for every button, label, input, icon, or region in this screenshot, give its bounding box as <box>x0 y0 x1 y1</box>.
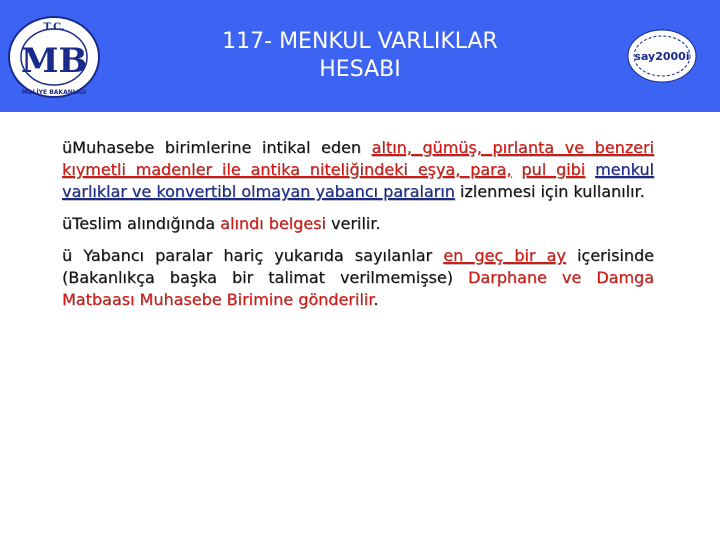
p1-space-1 <box>512 160 522 179</box>
logo-top-text: T.C. <box>43 22 65 33</box>
p1-text-b: izlenmesi için kullanılır. <box>454 182 645 201</box>
check-bullet-icon: ü <box>62 246 73 265</box>
ministry-logo-icon <box>6 10 102 100</box>
title-line-2: HESABI <box>319 57 401 82</box>
slide-body <box>62 137 654 321</box>
slide-title <box>150 28 570 84</box>
p3-text-a: Yabancı paralar hariç yukarıda sayılanlar <box>72 246 444 265</box>
say2000i-logo-text: say2000i <box>634 50 690 63</box>
p1-highlight-pul: pul gibi <box>521 160 586 179</box>
paragraph-2 <box>62 213 654 235</box>
logo-monogram: MB <box>20 41 88 81</box>
p1-space-2 <box>585 160 595 179</box>
logo-ring-text: MALİYE BAKANLIĞI <box>22 89 86 96</box>
p3-text-c: . <box>373 290 379 309</box>
paragraph-3 <box>62 245 654 311</box>
paragraph-1 <box>62 137 654 203</box>
p3-highlight-destination: Darphane ve Damga Matbaası Muhasebe Birimine gönderilir <box>62 268 654 309</box>
say2000i-logo-icon <box>626 28 698 84</box>
title-banner <box>0 0 720 112</box>
p1-highlight-items: altın, gümüş, pırlanta ve benzeri kıymetli madenler ile antika niteliğindeki eşya, para, <box>62 138 654 179</box>
p1-highlight-menkul: menkul varlıklar ve konvertibl olmayan yabancı paraların <box>62 160 654 201</box>
p2-highlight: alındı belgesi <box>220 214 326 233</box>
p3-text-b: içerisinde (Bakanlıkça başka bir talimat verilmemişse) <box>62 246 655 287</box>
check-bullet-icon: ü <box>62 138 73 157</box>
p2-text-b: verilir. <box>325 214 381 233</box>
p1-text-a: Muhasebe birimlerine intikal eden <box>72 138 372 157</box>
p3-highlight-deadline: en geç bir ay <box>443 246 566 265</box>
check-bullet-icon: ü <box>62 214 73 233</box>
p2-text-a: Teslim alındığında <box>72 214 221 233</box>
title-line-1: 117- MENKUL VARLIKLAR <box>222 29 498 54</box>
